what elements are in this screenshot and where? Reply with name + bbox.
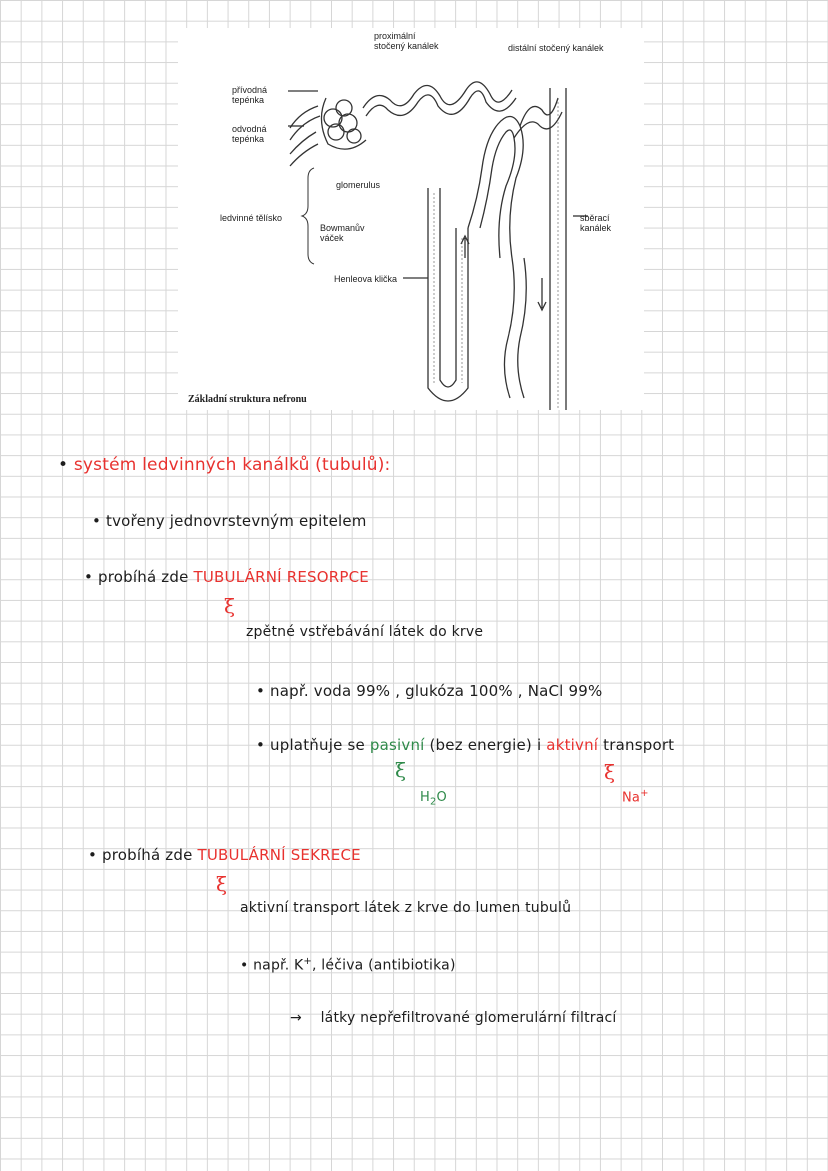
h2o-h: H [420,790,430,805]
note-line-5-aktivni: aktivní [546,736,599,754]
note-line-1: • tvořeny jednovrstevným epitelem [92,512,367,530]
note-line-6-highlight: TUBULÁRNÍ SEKRECE [197,846,361,864]
note-line-5-mid: (bez energie) i [429,736,542,754]
h2o-sub: 2 [429,796,437,808]
note-line-8-suffix: , léčiva (antibiotika) [312,957,456,974]
na-text: Na [622,790,641,806]
brace-h2o: ξ [395,758,407,782]
note-line-4: • např. voda 99% , glukóza 100% , NaCl 99% [256,682,603,700]
label-proximalni-kanalek: proximální stočený kanálek [374,31,439,51]
note-line-9 [290,1010,616,1026]
note-line-8 [240,956,456,974]
na-label [622,788,649,805]
h2o-o: O [436,790,447,805]
note-line-5 [256,736,674,754]
note-line-2 [84,568,369,586]
note-line-8-sup: + [303,956,312,967]
note-line-6 [88,846,361,864]
brace-na: ξ [604,760,616,784]
note-line-6-prefix: • probíhá zde [88,846,193,864]
note-line-7: aktivní transport látek z krve do lumen tubulů [240,900,572,916]
note-line-2-prefix: • probíhá zde [84,568,189,586]
note-line-3: zpětné vstřebávání látek do krve [246,624,484,640]
label-ledvinne-telisko: ledvinné tělísko [220,213,283,223]
label-odvodna-tepenka: odvodná tepénka [232,124,267,144]
note-line-5-pasivni: pasivní [369,736,425,754]
label-privodna-tepenka: přívodná tepénka [232,85,268,105]
nephron-figure [178,28,644,410]
note-line-9-text: látky nepřefiltrované glomerulární filtrací [320,1010,617,1026]
label-bowmanuv-vacek: Bowmanův váček [320,223,365,243]
h2o-label [420,790,447,808]
label-sberaci-kanalek: sběrací kanálek [580,213,612,233]
brace-sekrece: ξ [216,872,228,896]
label-distalni-kanalek: distální stočený kanálek [508,43,604,53]
note-line-8-prefix: • např. K [240,957,304,974]
arrow-icon: → [290,1010,302,1026]
figure-caption: Základní struktura nefronu [188,394,307,405]
heading-bullet: • [58,455,69,475]
heading-line [58,455,390,475]
note-line-5-prefix: • uplatňuje se [256,736,365,754]
na-sup: + [640,788,649,799]
label-henleova-klicka: Henleova klička [334,274,398,284]
note-line-2-highlight: TUBULÁRNÍ RESORPCE [193,568,369,586]
brace-resorpce: ξ [224,594,236,618]
note-line-5-suffix: transport [603,736,675,754]
heading-text: systém ledvinných kanálků (tubulů): [73,455,391,475]
label-glomerulus: glomerulus [336,180,381,190]
